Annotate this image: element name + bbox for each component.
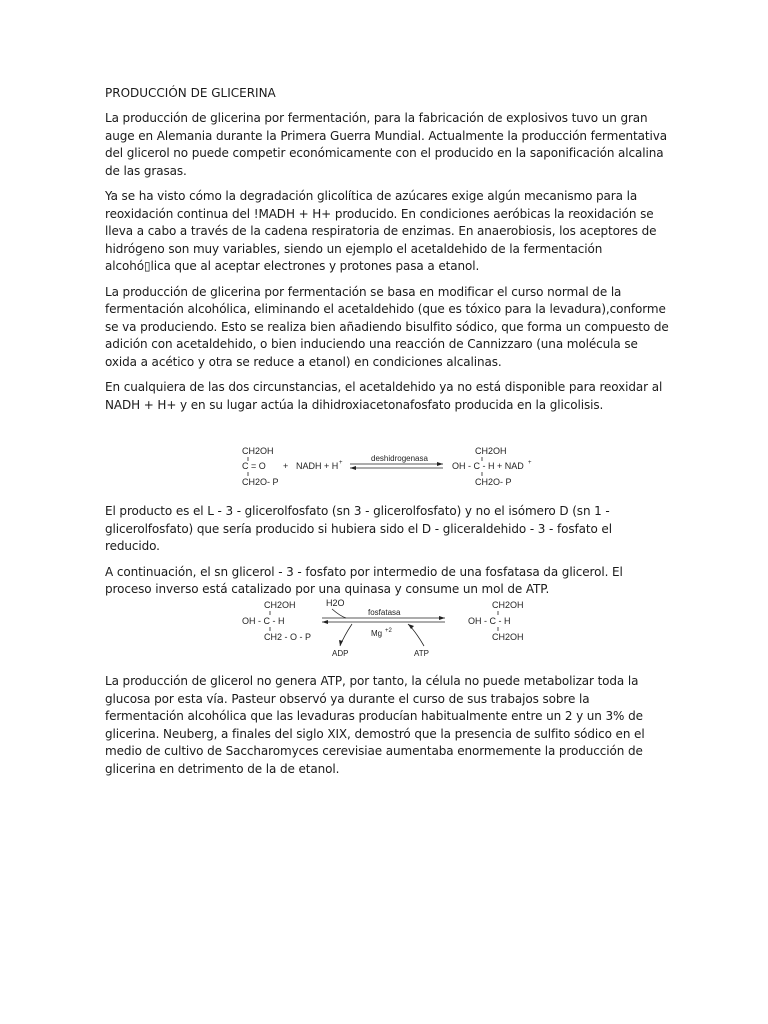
r2-cofactor-sup: +2 [385,628,392,634]
r2-right-bot: CH2OH [492,632,524,642]
r2-atp: ATP [414,649,429,658]
paragraph-7: La producción de glicerol no genera ATP, por tanto, la célula no puede metabolizar toda la glucosa por esta vía. Pasteur observó ya durante el curso de sus trabajos sobre la fermentación alcohólica que las levaduras producían habitualmente entre un 2 y un 3% de glicerina. Neuberg, a finales del siglo XIX, demostró que la presencia de sulfito sódico en el medio de cultivo de Saccharomyces cerevisiae aumentaba enormemente la producción de glicerina en detrimento de la de etanol. [105,674,645,776]
r2-enzyme-label: fosfatasa [368,608,401,617]
reaction-phosphatase-diagram [240,594,540,660]
r2-left-mid: OH - C - H [242,616,285,626]
paragraph-5: El producto es el L - 3 - glicerolfosfato (sn 3 - glicerolfosfato) y no el isómero D (sn 1 - glicerolfosfato) que sería producido si hubiera sido el D - gliceraldehido - 3 - fosfato el reducido. [105,504,612,553]
r1-reagent-sup: + [339,460,343,466]
r1-right-bot: CH2O- P [475,477,512,487]
document-page-section-3 [105,673,670,786]
r1-right-sup: + [528,460,532,466]
r1-left-mid: C = O [242,461,266,471]
r1-right-mid: OH - C - H + NAD [452,461,524,471]
r1-left-top: CH2OH [242,446,274,456]
r2-water: H2O [326,598,345,608]
paragraph-6: A continuación, el sn glicerol - 3 - fosfato por intermedio de una fosfatasa da glicerol. El proceso inverso está catalizado por una quinasa y consume un mol de ATP. [105,564,623,596]
paragraph-1: La producción de glicerina por fermentación, para la fabricación de explosivos tuvo un gran auge en Alemania durante la Primera Guerra Mundial. Actualmente la producción fermentativa del glicerol no puede competir económicamente con el producido en la saponificación alcalina de las grasas. [105,111,667,178]
r1-reagent: NADH + H [296,461,339,471]
r2-left-bot: CH2 - O - P [264,632,312,642]
r2-adp: ADP [332,649,349,658]
r2-left-top: CH2OH [264,600,296,610]
document-title: PRODUCCIÓN DE GLICERINA [105,86,276,100]
r2-right-top: CH2OH [492,600,524,610]
r2-cofactor: Mg [371,629,383,638]
paragraph-2: Ya se ha visto cómo la degradación glicolítica de azúcares exige algún mecanismo para la reoxidación continua del !MADH + H+ producido. En condiciones aeróbicas la reoxidación se lleva a cabo a través de la cadena respiratoria de enzimas. En anaerobiosis, los aceptores de hidrógeno son muy variables, siendo un ejemplo el acetaldehido de la fermentación alcohó▯lica que al aceptar electrones y protones pasa a etanol. [105,189,657,273]
document-page-section-2 [105,503,670,607]
document-page [105,84,670,422]
paragraph-3: La producción de glicerina por fermentación se basa en modificar el curso normal de la fermentación alcohólica, eliminando el acetaldehido (que es tóxico para la levadura),conforme se va produciendo. Esto se realiza bien añadiendo bisulfito sódico, que forma un compuesto de adición con acetaldehido, o bien induciendo una reacción de Cannizzaro (una molécula se oxida a acético y otra se reduce a etanol) en condiciones alcalinas. [105,284,669,369]
r1-right-top: CH2OH [475,446,507,456]
r1-left-bot: CH2O- P [242,477,279,487]
paragraph-4: En cualquiera de las dos circunstancias, el acetaldehido ya no está disponible para reoxidar al NADH + H+ y en su lugar actúa la dihidroxiacetonafosfato producida en la glicolisis. [105,380,663,412]
r1-plus: + [283,461,289,471]
r1-enzyme-label: deshidrogenasa [371,454,428,463]
r2-right-mid: OH - C - H [468,616,511,626]
reaction-dehydrogenase-diagram [238,440,538,490]
